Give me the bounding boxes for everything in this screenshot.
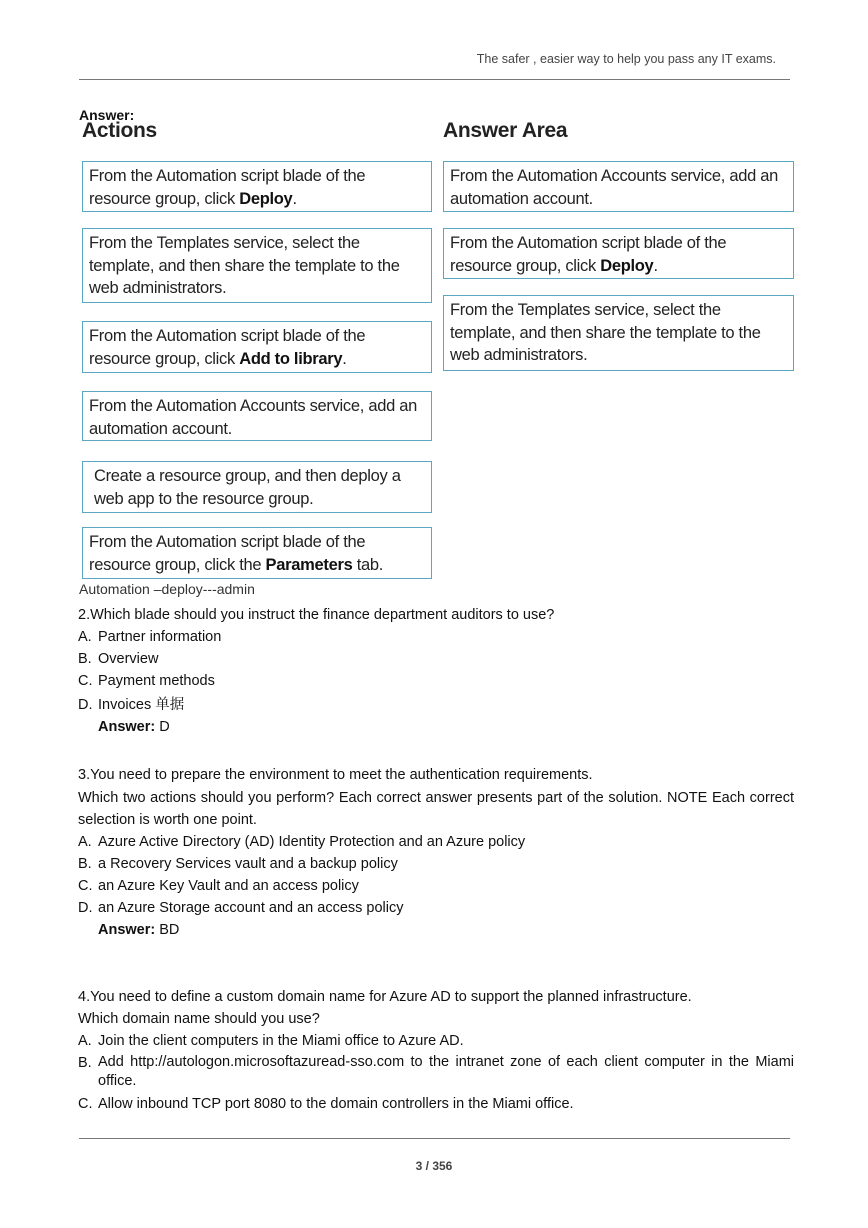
action-3-text: From the Automation script blade of the resource group, click [89, 327, 366, 368]
page-number: 3 / 356 [415, 1159, 453, 1173]
action-3-post: . [342, 349, 347, 368]
answer-box-1 [443, 161, 794, 212]
action-6-post: tab. [352, 555, 384, 574]
answer-area-title: Answer Area [443, 119, 568, 142]
answer-box-3 [443, 295, 794, 371]
option-text: Add http://autologon.microsoftazuread-sso.com to the intranet zone of each client computer in the Miami office. [98, 1054, 794, 1089]
question-2-answer [78, 716, 794, 738]
option [78, 694, 794, 716]
action-2-text: From the Templates service, select the template, and then share the template to the web administrators. [89, 234, 400, 297]
option-text: an Azure Storage account and an access policy [98, 900, 404, 916]
action-4-text: From the Automation Accounts service, add an automation account. [89, 397, 417, 438]
option [78, 1052, 794, 1091]
option-text: a Recovery Services vault and a backup policy [98, 856, 398, 872]
action-6-bold: Parameters [265, 555, 353, 574]
answer-2-bold: Deploy [600, 256, 654, 275]
question-3-stem: 3.You need to prepare the environment to meet the authentication requirements. [78, 767, 593, 783]
option [78, 1030, 794, 1052]
option-text: an Azure Key Vault and an access policy [98, 878, 359, 894]
option-text: Payment methods [98, 673, 215, 689]
actions-title: Actions [82, 119, 157, 142]
option [78, 670, 794, 692]
option-text: Allow inbound TCP port 8080 to the domain controllers in the Miami office. [98, 1096, 574, 1112]
action-box-6 [82, 527, 432, 579]
action-box-1 [82, 161, 432, 212]
option-letter: B. [78, 1055, 92, 1071]
option-letter: C. [78, 673, 93, 689]
answer-2-post: . [653, 256, 658, 275]
option-letter: C. [78, 1096, 93, 1112]
question-3 [78, 764, 794, 941]
answer-value: D [155, 719, 170, 735]
action-box-4 [82, 391, 432, 441]
option-letter: A. [78, 1033, 92, 1049]
answer-label: Answer: [79, 107, 135, 123]
option [78, 875, 794, 897]
option-letter: A. [78, 834, 92, 850]
answer-1-text: From the Automation Accounts service, add an automation account. [450, 167, 778, 208]
question-2-stem: 2.Which blade should you instruct the finance department auditors to use? [78, 607, 555, 623]
option [78, 648, 794, 670]
question-3-stem-2: Which two actions should you perform? Each correct answer presents part of the solution. NOTE Each correct selection is worth one point. [78, 790, 794, 828]
option-letter: D. [78, 900, 93, 916]
action-1-bold: Deploy [239, 189, 293, 208]
answer-label: Answer: [98, 922, 156, 938]
option-text: Overview [98, 651, 159, 667]
option-text: Join the client computers in the Miami office to Azure AD. [98, 1033, 464, 1049]
footer-rule [79, 1138, 790, 1139]
option-letter: C. [78, 878, 93, 894]
answer-3-text: From the Templates service, select the template, and then share the template to the web administrators. [450, 301, 761, 364]
question-4-stem: 4.You need to define a custom domain name for Azure AD to support the planned infrastructure. [78, 989, 692, 1005]
option-letter: A. [78, 629, 92, 645]
option [78, 831, 794, 853]
question-4 [78, 986, 794, 1115]
action-box-2 [82, 228, 432, 303]
question-2 [78, 604, 794, 738]
option-letter: B. [78, 651, 92, 667]
header-rule [79, 79, 790, 80]
action-5-text: Create a resource group, and then deploy a web app to the resource group. [94, 467, 401, 508]
option [78, 626, 794, 648]
action-1-post: . [292, 189, 297, 208]
question-4-stem-2: Which domain name should you use? [78, 1011, 320, 1027]
question-3-answer [78, 919, 794, 941]
option-letter: B. [78, 856, 92, 872]
action-box-5 [82, 461, 432, 513]
option-letter: D. [78, 697, 93, 713]
page-header-tagline: The safer , easier way to help you pass any IT exams. [476, 52, 776, 66]
action-box-3 [82, 321, 432, 373]
action-3-bold: Add to library [239, 349, 343, 368]
option [78, 1093, 794, 1115]
option [78, 897, 794, 919]
answer-box-2 [443, 228, 794, 279]
action-1-text: From the Automation script blade of the resource group, click [89, 167, 366, 208]
answer-label: Answer: [98, 719, 156, 735]
option-text: Azure Active Directory (AD) Identity Protection and an Azure policy [98, 834, 526, 850]
answer-value: BD [155, 922, 180, 938]
option-text: Invoices 单据 [98, 697, 185, 713]
image-caption: Automation –deploy---admin [79, 581, 255, 597]
action-6-text: From the Automation script blade of the resource group, click the [89, 533, 366, 574]
option-text: Partner information [98, 629, 222, 645]
option [78, 853, 794, 875]
answer-2-text: From the Automation script blade of the resource group, click [450, 234, 727, 275]
